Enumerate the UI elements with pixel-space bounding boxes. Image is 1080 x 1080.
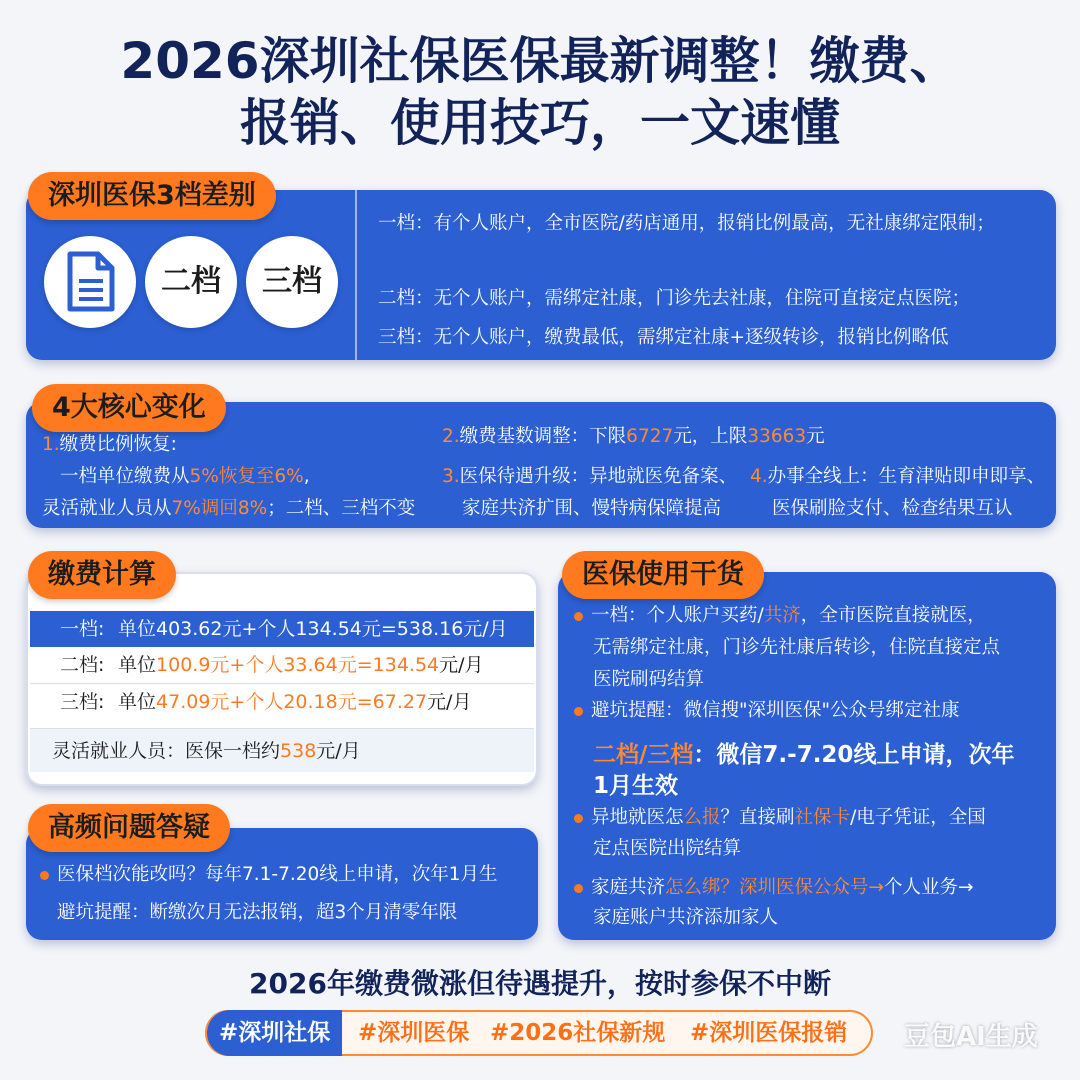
calc-row-tier2: 二档: 单位100.9元+个人33.64元=134.54元/月 [60, 654, 484, 676]
hashtag-3[interactable]: #2026社保新规 [490, 1020, 666, 1046]
tier1-circle [44, 236, 136, 328]
bullet-dot [574, 612, 583, 621]
footer-slogan: 2026年缴费微涨但待遇提升，按时参保不中断 [249, 967, 831, 1000]
tip1-line1: 一档：个人账户买药/共济，全市医院直接就医， [574, 601, 986, 627]
tip4-line2: 定点医院出院结算 [593, 838, 742, 859]
tiers-divider [355, 190, 357, 360]
tier1-line: 一档：有个人账户，全市医院/药店通用，报销比例最高，无社康绑定限制； [378, 213, 995, 234]
tip1-line3: 医院刷码结算 [593, 669, 705, 690]
tip2: 避坑提醒：微信搜"深圳医保"公众号绑定社康 [574, 696, 960, 722]
tips-tag: 医保使用干货 [562, 551, 764, 599]
calc-row-flex: 灵活就业人员：医保一档约538元/月 [30, 728, 534, 772]
tip5-line1: 家庭共济怎么绑？深圳医保公众号→个人业务→ [574, 873, 974, 899]
bullet-dot [574, 884, 583, 893]
tier3-circle: 三档 [246, 236, 338, 328]
bullet-dot [574, 814, 583, 823]
change3-line1: 3.医保待遇升级：异地就医免备案、 [442, 466, 738, 487]
change2: 2.缴费基数调整：下限6727元，上限33663元 [442, 426, 825, 447]
tier2-line: 二档：无个人账户，需绑定社康，门诊先去社康，住院可直接定点医院； [378, 288, 971, 309]
hashtag-2[interactable]: #深圳医保 [358, 1020, 470, 1046]
calc-row-tier1: 一档: 单位403.62元+个人134.54元=538.16元/月 [30, 611, 534, 647]
change1-line2: 一档单位缴费从5%恢复至6%, [60, 466, 310, 487]
hashtag-4[interactable]: #深圳医保报销 [690, 1020, 848, 1046]
faq-tag: 高频问题答疑 [28, 804, 230, 852]
calc-row-tier3: 三档: 单位47.09元+个人20.18元=67.27元/月 [30, 683, 534, 719]
document-icon [64, 251, 116, 313]
tier3-line: 三档：无个人账户，缴费最低，需绑定社康+逐级转诊，报销比例略低 [378, 327, 949, 348]
calc-tag: 缴费计算 [28, 551, 176, 599]
tiers-tag: 深圳医保3档差别 [28, 172, 276, 220]
title-line-1: 2026深圳社保医保最新调整！缴费、 [120, 32, 960, 90]
bullet-dot [40, 871, 49, 880]
title-line-2: 报销、使用技巧，一文速懂 [240, 94, 840, 152]
tip5-line2: 家庭账户共济添加家人 [593, 907, 779, 928]
ai-watermark: 豆包AI生成 [904, 1022, 1038, 1052]
change4-line1: 4.办事全线上：生育津贴即申即享、 [750, 466, 1046, 487]
change1-line3: 灵活就业人员从7%调回8%；二档、三档不变 [42, 498, 416, 519]
tip3-line1: 二档/三档：微信7.-7.20线上申请，次年 [593, 742, 1015, 768]
page-title [30, 30, 1050, 154]
change1-title: 1.缴费比例恢复: [42, 434, 177, 455]
tip1-line2: 无需绑定社康，门诊先社康后转诊，住院直接定点 [593, 637, 1001, 658]
change3-line2: 家庭共济扩围、慢特病保障提高 [462, 498, 722, 519]
bullet-dot [574, 707, 583, 716]
tip4-line1: 异地就医怎么报？直接刷社保卡/电子凭证，全国 [574, 803, 986, 829]
tip3-line2: 1月生效 [593, 773, 679, 799]
faq-q1: 医保档次能改吗？每年7.1-7.20线上申请，次年1月生 [40, 860, 498, 886]
hashtag-1[interactable]: #深圳社保 [207, 1010, 342, 1056]
changes-tag: 4大核心变化 [32, 384, 226, 432]
change4-line2: 医保刷脸支付、检查结果互认 [772, 498, 1013, 519]
faq-q2: 避坑提醒：断缴次月无法报销，超3个月清零年限 [57, 902, 458, 923]
tier2-circle: 二档 [145, 236, 237, 328]
